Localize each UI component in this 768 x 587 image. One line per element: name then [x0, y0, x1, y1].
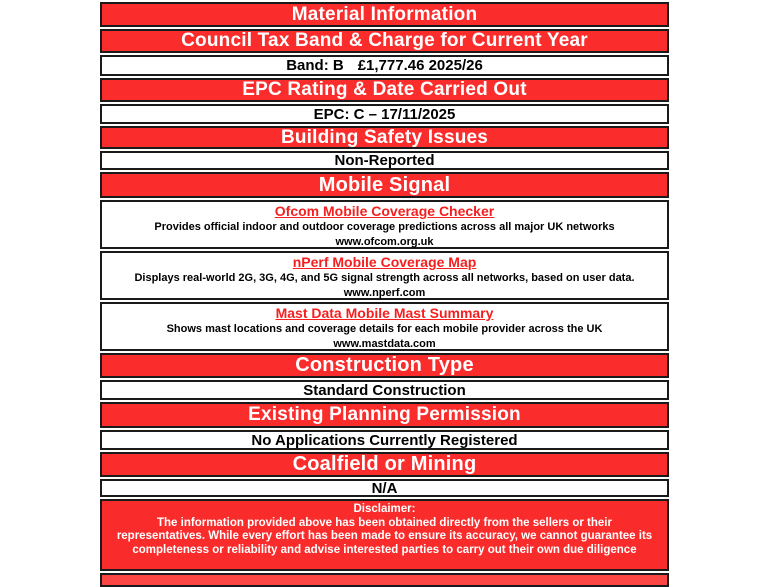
section-header-council-tax: Council Tax Band & Charge for Current Year — [100, 29, 669, 53]
council-tax-value-row — [100, 55, 669, 76]
ofcom-url: www.ofcom.org.uk — [335, 236, 434, 248]
disclaimer-title: Disclaimer: — [353, 503, 416, 515]
mastdata-url: www.mastdata.com — [333, 338, 436, 350]
council-tax-charge-value: £1,777.46 2025/26 — [357, 57, 483, 74]
ofcom-description: Provides official indoor and outdoor coverage predictions across all major UK networks — [154, 221, 615, 233]
mastdata-summary-link[interactable]: Mast Data Mobile Mast Summary — [275, 305, 494, 321]
epc-value-row: EPC: C – 17/11/2025 — [100, 104, 669, 124]
construction-type-value-row: Standard Construction — [100, 380, 669, 400]
disclaimer-body: The information provided above has been obtained directly from the sellers or their representatives. While every effort has been made to ensure its accuracy, we cannot guarantee its completeness or reliability and advise interested parties to carry out their own due diligence — [116, 516, 653, 556]
section-header-material-information: Material Information — [100, 2, 669, 27]
section-header-epc: EPC Rating & Date Carried Out — [100, 78, 669, 102]
planning-permission-value-row: No Applications Currently Registered — [100, 430, 669, 450]
coalfield-mining-value-row: N/A — [100, 479, 669, 497]
mobile-link-nperf — [100, 251, 669, 300]
mastdata-description: Shows mast locations and coverage details for each mobile provider across the UK — [166, 323, 603, 335]
section-header-planning-permission: Existing Planning Permission — [100, 402, 669, 428]
mobile-link-ofcom — [100, 200, 669, 249]
footer-red-strip — [100, 573, 669, 587]
disclaimer-block — [100, 499, 669, 571]
material-information-sheet — [100, 2, 669, 587]
section-header-mobile-signal: Mobile Signal — [100, 172, 669, 198]
ofcom-coverage-checker-link[interactable]: Ofcom Mobile Coverage Checker — [274, 203, 495, 219]
building-safety-value-row: Non-Reported — [100, 151, 669, 170]
mobile-link-mastdata — [100, 302, 669, 351]
section-header-construction-type: Construction Type — [100, 353, 669, 378]
nperf-url: www.nperf.com — [343, 287, 426, 299]
council-tax-band-label: Band: B — [286, 57, 344, 74]
nperf-description: Displays real-world 2G, 3G, 4G, and 5G signal strength across all networks, based on user data. — [134, 272, 635, 284]
nperf-coverage-map-link[interactable]: nPerf Mobile Coverage Map — [292, 254, 477, 270]
section-header-coalfield-mining: Coalfield or Mining — [100, 452, 669, 477]
section-header-building-safety: Building Safety Issues — [100, 126, 669, 149]
